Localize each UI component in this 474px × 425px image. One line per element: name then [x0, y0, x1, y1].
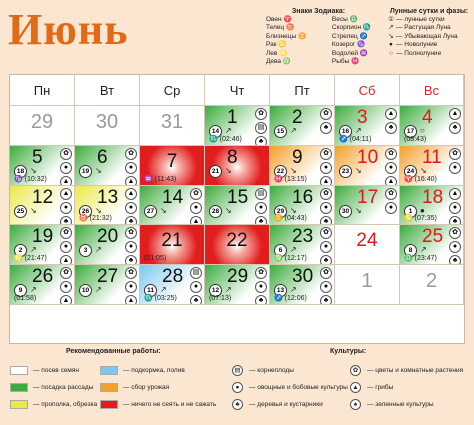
moon-phase-icon: ○ — [420, 126, 425, 135]
weekday-header: Сб — [335, 75, 400, 106]
month-title: Июнь — [8, 5, 129, 54]
lunar-day-icon: 24 — [404, 165, 417, 178]
culture-icon: ● — [385, 202, 397, 214]
work-legend-item — [100, 400, 216, 409]
work-legend-label: — подкормка, полив — [123, 367, 185, 374]
lunar-day-icon: 10 — [79, 284, 92, 297]
culture-icon: ♣ — [320, 122, 332, 134]
lunar-day-icon: 2 — [14, 244, 27, 257]
zodiac-transition: ♈ (16:40) — [404, 175, 437, 183]
day-number: 2 — [425, 270, 438, 293]
day-number: 15 — [227, 186, 249, 208]
lunar-day-icon: 25 — [14, 205, 27, 218]
work-legend-item — [100, 383, 169, 392]
culture-legend-label: — овощные и бобовые культуры — [249, 384, 348, 391]
culture-legend-label: — деревья и кустарники — [249, 401, 323, 408]
lunar-day-icon: 19 — [79, 165, 92, 178]
lunar-day-icon: 18 — [14, 165, 27, 178]
moon-phase-icon: ↘ — [225, 205, 232, 215]
day-cell[interactable] — [270, 186, 335, 226]
day-number: 29 — [30, 111, 54, 133]
zodiac-transition: ♏ (02:46) — [209, 135, 242, 143]
culture-icon: ▤ — [190, 267, 202, 279]
culture-icon: ♣ — [255, 136, 267, 146]
color-swatch — [100, 366, 118, 375]
culture-legend-label: — зеленные культуры — [367, 401, 434, 408]
day-number: 4 — [422, 107, 433, 128]
culture-icon: ● — [385, 162, 397, 174]
waxing-moon-icon: ↗ — [388, 24, 394, 32]
cultures-heading: Культуры: — [330, 348, 367, 355]
moon-legend-row — [386, 41, 472, 49]
day-number: 22 — [226, 230, 248, 252]
day-number: 3 — [357, 107, 368, 128]
day-cell[interactable] — [335, 186, 400, 226]
culture-icon: ♣ — [449, 122, 461, 134]
moon-phase-icon: ↗ — [225, 285, 232, 295]
moon-legend-text: — Новолуние — [396, 41, 438, 49]
day-number: 6 — [97, 146, 108, 168]
lunar-day-icon: 6 — [274, 244, 287, 257]
culture-icon: ♣ — [449, 216, 461, 226]
culture-icon: ● — [255, 202, 267, 214]
culture-legend-item — [350, 399, 434, 410]
zodiac-transition: (07:13) — [209, 294, 232, 302]
culture-icon: ▲ — [449, 108, 461, 120]
culture-icon: ▲ — [60, 255, 72, 265]
moon-legend-row — [386, 33, 472, 41]
lunar-day-icon: 14 — [209, 125, 222, 138]
day-number: 18 — [422, 186, 444, 208]
moon-phase-icon: ↘ — [160, 205, 167, 215]
culture-icon: ● — [125, 202, 137, 214]
culture-icon: ✿ — [255, 108, 267, 120]
culture-icon: ✿ — [60, 148, 72, 160]
culture-icon: ♣ — [60, 216, 72, 226]
moon-legend-row — [386, 24, 472, 32]
moon-phase-icon: ↘ — [290, 205, 297, 215]
culture-icon: ♣ — [385, 122, 397, 134]
moon-phase-icon: ↘ — [355, 165, 362, 175]
culture-icon: ♣ — [320, 216, 332, 226]
color-swatch — [10, 400, 28, 409]
moon-legend-text: — Растущая Луна — [396, 24, 451, 32]
work-legend-item — [10, 383, 93, 392]
culture-icon: ▤ — [232, 365, 243, 376]
culture-icon: ♣ — [449, 255, 461, 265]
day-cell[interactable] — [75, 106, 140, 146]
lunar-day-icon: 30 — [339, 205, 352, 218]
culture-icon: ♣ — [125, 216, 137, 226]
day-cell[interactable] — [400, 186, 464, 226]
day-number: 1 — [361, 270, 373, 293]
zodiac-transition: (08:43) — [404, 135, 427, 143]
moon-phase-icon: ↘ — [420, 165, 427, 175]
day-number: 11 — [422, 146, 442, 168]
day-cell[interactable] — [10, 146, 75, 186]
weekday-header: Пн — [10, 75, 75, 106]
zodiac-item: Лев ♌ — [266, 49, 288, 57]
culture-icon: ● — [190, 281, 202, 293]
day-number: 5 — [32, 146, 43, 168]
culture-legend-label: — корнеплоды — [249, 367, 294, 374]
day-cell[interactable] — [205, 225, 270, 265]
day-number: 26 — [32, 266, 54, 288]
work-legend-label: — сбор урожая — [123, 384, 170, 391]
moon-legend-heading: Лунные сутки и фазы: — [389, 8, 469, 15]
zodiac-transition: ♊ (04:43) — [274, 215, 307, 223]
culture-icon: ✿ — [385, 148, 397, 160]
day-cell[interactable] — [75, 225, 140, 265]
culture-icon: ✿ — [60, 267, 72, 279]
culture-icon: ✿ — [385, 188, 397, 200]
moon-phase-icon: ↘ — [95, 165, 102, 175]
lunar-day-icon: 28 — [209, 205, 222, 218]
day-cell[interactable] — [270, 106, 335, 146]
lunar-day-icon: 27 — [144, 205, 157, 218]
culture-icon: ● — [232, 382, 243, 393]
weekday-header: Пт — [270, 75, 335, 106]
culture-icon: ♣ — [320, 255, 332, 265]
lunar-day-icon: 1 — [404, 205, 417, 218]
moon-phase-icon: ↗ — [420, 245, 427, 255]
culture-icon: ✿ — [320, 108, 332, 120]
culture-icon: ▲ — [125, 176, 137, 186]
culture-legend-item — [232, 365, 294, 376]
culture-icon: ● — [60, 162, 72, 174]
lunar-day-icon: 22 — [274, 165, 287, 178]
zodiac-transition: ♌ (21:47) — [14, 255, 47, 263]
zodiac-heading: Знаки Зодиака: — [291, 8, 346, 15]
color-swatch — [100, 400, 118, 409]
day-cell[interactable] — [335, 146, 400, 186]
culture-icon: ✿ — [190, 188, 202, 200]
day-number: 2 — [292, 107, 303, 128]
day-number: 9 — [292, 146, 303, 168]
zodiac-transition: (01:05) — [144, 255, 167, 263]
moon-phase-icon: ↗ — [160, 285, 167, 295]
moon-phase-icon: ↗ — [225, 126, 232, 135]
zodiac-item: Близнецы ♊ — [266, 32, 307, 40]
zodiac-item: Стрелец ♐ — [331, 32, 368, 40]
day-cell[interactable] — [400, 146, 464, 186]
day-number: 23 — [292, 226, 314, 248]
culture-icon: ▲ — [60, 295, 72, 305]
day-cell[interactable] — [140, 106, 205, 146]
culture-icon: ● — [60, 202, 72, 214]
day-cell[interactable] — [75, 265, 140, 305]
work-legend-label: — посадка рассады — [33, 384, 94, 391]
moon-phase-icon: ↘ — [355, 205, 362, 215]
day-cell[interactable] — [205, 186, 270, 226]
zodiac-transition: (01:58) — [14, 294, 37, 302]
day-cell[interactable] — [400, 225, 464, 265]
day-number: 20 — [97, 226, 119, 248]
lunar-day-icon: 17 — [404, 125, 417, 138]
day-number: 19 — [32, 226, 54, 248]
culture-icon: ▤ — [255, 122, 267, 134]
zodiac-item: Весы ♎ — [331, 16, 358, 23]
moon-phase-icon: ↘ — [30, 165, 37, 175]
moon-phase-legend — [386, 8, 472, 58]
day-cell[interactable] — [10, 225, 75, 265]
day-number: 24 — [356, 230, 378, 252]
day-cell[interactable] — [10, 106, 75, 146]
day-cell[interactable] — [400, 265, 464, 305]
culture-icon: ● — [320, 281, 332, 293]
lunar-day-icon: 15 — [274, 125, 287, 138]
moon-phase-icon: ↗ — [355, 126, 362, 135]
waning-moon-icon: ↘ — [388, 32, 394, 40]
zodiac-transition: ♐ (12:06) — [274, 294, 307, 302]
moon-phase-icon: ● — [420, 205, 425, 215]
weekday-header: Вт — [75, 75, 140, 106]
zodiac-transition: ♋ (07:35) — [404, 215, 437, 223]
culture-icon: ● — [320, 202, 332, 214]
culture-icon: ✿ — [125, 148, 137, 160]
culture-icon: ♠ — [350, 399, 361, 410]
new-moon-icon: ● — [389, 41, 393, 49]
zodiac-legend — [266, 8, 371, 66]
culture-icon: ♣ — [255, 216, 267, 226]
zodiac-transition: ♑ (10:32) — [14, 175, 47, 183]
work-legend-label: — прополка, обрезка — [33, 401, 98, 408]
culture-icon: ▲ — [350, 382, 361, 393]
culture-icon: ✿ — [320, 267, 332, 279]
day-cell[interactable] — [10, 265, 75, 305]
culture-legend-item — [350, 382, 393, 393]
work-legend-item — [10, 400, 97, 409]
color-swatch — [10, 383, 28, 392]
culture-icon: ✿ — [125, 267, 137, 279]
culture-icon: ✿ — [125, 227, 137, 239]
zodiac-item: Водолей ♒ — [331, 49, 368, 57]
zodiac-item: Скорпион ♏ — [331, 24, 371, 32]
day-number: 21 — [161, 230, 183, 252]
zodiac-item: Телец ♉ — [266, 24, 295, 32]
day-number: 27 — [97, 266, 119, 288]
works-heading: Рекомендованные работы: — [66, 348, 161, 355]
weekday-header: Вс — [400, 75, 464, 106]
culture-icon: ● — [449, 202, 461, 214]
lunar-day-icon: 29 — [274, 205, 287, 218]
moon-phase-icon: ↗ — [30, 285, 37, 295]
culture-icon: ▲ — [60, 188, 72, 200]
moon-legend-row — [386, 16, 472, 24]
culture-icon: ▤ — [255, 188, 267, 200]
culture-icon: ▲ — [190, 216, 202, 226]
zodiac-item: Рыбы ♓ — [331, 58, 360, 66]
culture-icon: ● — [320, 241, 332, 253]
weekday-header: Ср — [140, 75, 205, 106]
culture-icon: ● — [449, 162, 461, 174]
culture-icon: ● — [60, 281, 72, 293]
moon-phase-icon: ↗ — [290, 126, 297, 135]
work-legend-label: — ничего не сеять и не сажать — [123, 401, 217, 408]
moon-legend-text: — Убывающая Луна — [396, 32, 458, 40]
calendar-grid — [9, 74, 465, 344]
day-number: 14 — [162, 186, 184, 208]
culture-icon: ● — [60, 241, 72, 253]
day-number: 25 — [422, 226, 444, 248]
lunar-day-icon: 16 — [339, 125, 352, 138]
lunar-day-icon: ① — [388, 16, 394, 23]
lunar-day-icon: 8 — [404, 244, 417, 257]
day-cell[interactable] — [335, 265, 400, 305]
culture-icon: ✿ — [320, 188, 332, 200]
day-cell[interactable] — [205, 106, 270, 146]
culture-icon: ● — [125, 281, 137, 293]
zodiac-item: Рак ♋ — [266, 41, 287, 49]
day-cell[interactable] — [75, 186, 140, 226]
lunar-day-icon: 11 — [144, 284, 157, 297]
moon-phase-icon: ↘ — [95, 205, 102, 215]
work-legend-item — [100, 366, 185, 375]
zodiac-right-column — [332, 16, 371, 66]
culture-icon: ▲ — [125, 188, 137, 200]
day-number: 10 — [357, 146, 379, 168]
zodiac-transition: ♉ (21:32) — [79, 215, 112, 223]
day-cell[interactable] — [205, 265, 270, 305]
lunar-day-icon: 3 — [79, 244, 92, 257]
lunar-day-icon: 21 — [209, 165, 222, 178]
full-moon-icon: ○ — [389, 49, 393, 57]
day-cell[interactable] — [140, 146, 205, 186]
moon-phase-icon: ↗ — [95, 285, 102, 295]
color-swatch — [10, 366, 28, 375]
culture-icon: ✿ — [320, 148, 332, 160]
culture-legend-item — [232, 399, 323, 410]
zodiac-transition: ♏ (03:25) — [144, 294, 177, 302]
zodiac-transition: ♍ (12:17) — [274, 255, 307, 263]
culture-icon: ♣ — [125, 255, 137, 265]
day-cell[interactable] — [140, 265, 205, 305]
day-number: 13 — [97, 186, 119, 208]
moon-phase-icon: ↗ — [290, 285, 297, 295]
culture-icon: ✿ — [350, 365, 361, 376]
zodiac-item: Овен ♈ — [266, 16, 292, 23]
zodiac-transition: ♐ (04:11) — [339, 135, 372, 143]
culture-icon: ✿ — [449, 227, 461, 239]
work-legend-label: — посев семян — [33, 367, 80, 374]
culture-icon: ▲ — [385, 108, 397, 120]
day-cell[interactable] — [270, 265, 335, 305]
moon-phase-icon: ↗ — [95, 245, 102, 255]
moon-phase-icon: ↘ — [225, 165, 232, 175]
moon-phase-icon: ↗ — [290, 245, 297, 255]
lunar-day-icon: 9 — [14, 284, 27, 297]
day-cell[interactable] — [10, 186, 75, 226]
lunar-day-icon: 23 — [339, 165, 352, 178]
work-legend-item — [10, 366, 79, 375]
day-number: 29 — [227, 266, 249, 288]
weekday-header: Чт — [205, 75, 270, 106]
day-number: 1 — [227, 107, 238, 128]
culture-icon: ▲ — [385, 176, 397, 186]
day-cell[interactable] — [140, 186, 205, 226]
day-number: 7 — [166, 150, 178, 172]
day-number: 8 — [227, 146, 238, 168]
moon-phase-icon: ↘ — [290, 165, 297, 175]
culture-legend-item — [232, 382, 348, 393]
moon-phase-icon: ↗ — [30, 245, 37, 255]
lunar-day-icon: 26 — [79, 205, 92, 218]
culture-icon: ✿ — [320, 227, 332, 239]
culture-icon: ● — [190, 202, 202, 214]
culture-legend-label: — грибы — [367, 384, 394, 391]
day-cell[interactable] — [75, 146, 140, 186]
day-number: 16 — [292, 186, 314, 208]
day-cell[interactable] — [205, 146, 270, 186]
culture-icon: ▲ — [449, 188, 461, 200]
zodiac-transition: ♒ (11:43) — [144, 175, 177, 183]
culture-icon: ✿ — [255, 267, 267, 279]
culture-icon: ● — [320, 162, 332, 174]
lunar-day-icon: 12 — [209, 284, 222, 297]
culture-icon: ▲ — [125, 295, 137, 305]
culture-icon: ● — [125, 162, 137, 174]
day-number: 28 — [162, 266, 184, 288]
culture-icon: ● — [449, 241, 461, 253]
culture-icon: ♣ — [232, 399, 243, 410]
culture-icon: ♣ — [190, 295, 202, 305]
lunar-day-icon: 13 — [274, 284, 287, 297]
moon-phase-icon: ↘ — [30, 205, 37, 215]
culture-legend-item — [350, 365, 463, 376]
moon-legend-text: — Полнолуние — [396, 49, 442, 57]
moon-legend-row — [386, 50, 472, 58]
day-cell[interactable] — [400, 106, 464, 146]
culture-legend-label: — цветы и комнатные растения — [367, 367, 464, 374]
day-cell[interactable] — [335, 225, 400, 265]
culture-icon: ▲ — [60, 176, 72, 186]
day-number: 12 — [32, 186, 54, 208]
zodiac-item: Козерог ♑ — [331, 41, 366, 49]
zodiac-item: Дева ♍ — [266, 58, 291, 66]
zodiac-transition: ♎ (23:47) — [404, 255, 437, 263]
zodiac-transition: ♓ (13:15) — [274, 175, 307, 183]
day-number: 17 — [357, 186, 379, 208]
day-number: 31 — [160, 111, 184, 133]
culture-icon: ✿ — [60, 227, 72, 239]
moon-legend-text: — лунные сутки — [396, 16, 445, 23]
day-cell[interactable] — [270, 146, 335, 186]
culture-icon: ✿ — [449, 148, 461, 160]
day-number: 30 — [95, 111, 119, 133]
day-cell[interactable] — [140, 225, 205, 265]
culture-icon: ● — [255, 281, 267, 293]
zodiac-left-column — [266, 16, 306, 66]
legend-section — [0, 346, 474, 425]
culture-icon: ♣ — [255, 295, 267, 305]
day-number: 30 — [292, 266, 314, 288]
culture-icon: ♣ — [320, 295, 332, 305]
color-swatch — [100, 383, 118, 392]
culture-icon: ▲ — [320, 176, 332, 186]
day-cell[interactable] — [335, 106, 400, 146]
culture-icon: ● — [125, 241, 137, 253]
day-cell[interactable] — [270, 225, 335, 265]
